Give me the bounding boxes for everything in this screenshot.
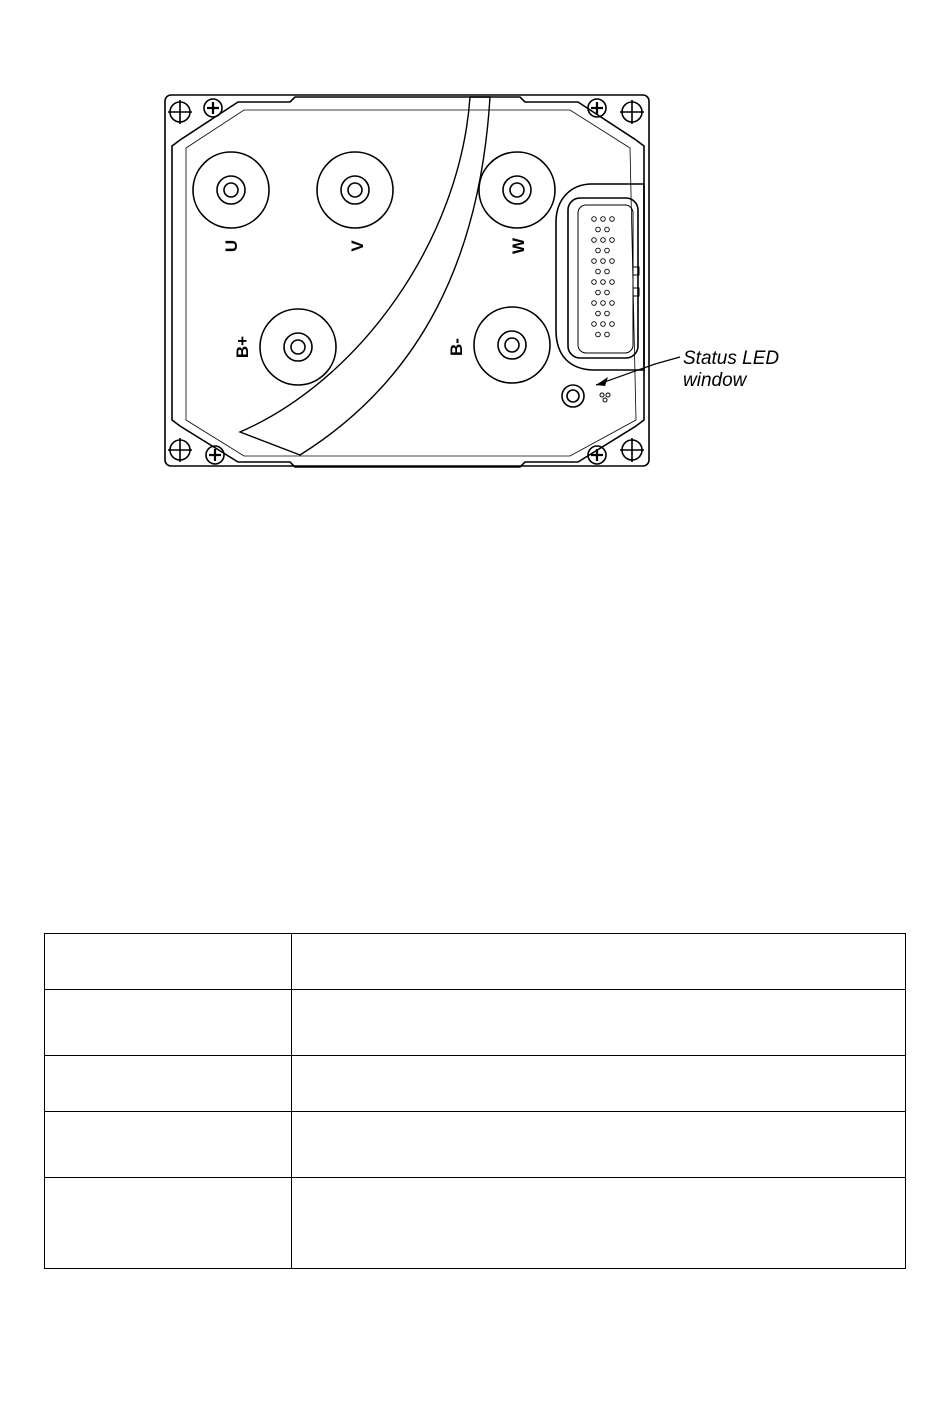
connector-pin [605, 248, 610, 253]
table-cell [292, 1056, 906, 1112]
connector-pin [605, 290, 610, 295]
connector-pin [610, 301, 615, 306]
connector-pin [605, 311, 610, 316]
connector-pin [601, 238, 606, 243]
spec-table-container [44, 933, 906, 1269]
mounting-hole-br [620, 438, 644, 462]
table-cell [45, 1112, 292, 1178]
callout-leader [596, 357, 680, 385]
connector-pin [592, 280, 597, 285]
terminal-b-plus [260, 309, 336, 385]
status-led-window [562, 385, 584, 407]
table-cell [45, 1056, 292, 1112]
table-row [45, 1112, 906, 1178]
screw-tl [204, 99, 222, 117]
connector-pin [610, 217, 615, 222]
connector-pin [605, 227, 610, 232]
terminal-b-minus [474, 307, 550, 383]
connector-pin [596, 248, 601, 253]
terminal-w [479, 152, 555, 228]
table-cell [292, 990, 906, 1056]
connector-pin [592, 259, 597, 264]
connector-pins [592, 217, 615, 337]
connector-housing [556, 184, 644, 370]
label-b-plus: B+ [233, 335, 252, 359]
table-cell [45, 1178, 292, 1269]
connector-pin [610, 259, 615, 264]
table-row [45, 1056, 906, 1112]
table-cell [292, 934, 906, 990]
connector-pin [596, 311, 601, 316]
terminal-v [317, 152, 393, 228]
spec-table [44, 933, 906, 1269]
connector-pin [592, 322, 597, 327]
screw-bl [206, 446, 224, 464]
connector-pin [601, 301, 606, 306]
label-v: V [348, 240, 367, 252]
connector-pin [605, 332, 610, 337]
connector-pin [601, 217, 606, 222]
table-cell [45, 990, 292, 1056]
curved-band [240, 97, 490, 455]
table-row [45, 1178, 906, 1269]
controller-diagram [0, 0, 950, 520]
connector-pin [596, 332, 601, 337]
table-cell [292, 1112, 906, 1178]
connector-pin [610, 280, 615, 285]
connector-pin [601, 322, 606, 327]
connector-pin [605, 269, 610, 274]
terminal-u [193, 152, 269, 228]
callout-line2: window [683, 370, 747, 391]
label-w: W [509, 237, 528, 255]
table-cell [45, 934, 292, 990]
connector-pin [596, 269, 601, 274]
table-cell [292, 1178, 906, 1269]
mounting-hole-tl [168, 100, 192, 124]
label-b-minus: B- [447, 338, 466, 356]
connector-pin [596, 227, 601, 232]
connector-pin [610, 238, 615, 243]
callout-line1: Status LED [683, 348, 780, 369]
mounting-hole-bl [168, 438, 192, 462]
connector-pin [601, 259, 606, 264]
connector-pin [610, 322, 615, 327]
connector-pin [592, 301, 597, 306]
connector-pin [592, 217, 597, 222]
table-row [45, 990, 906, 1056]
table-row [45, 934, 906, 990]
mounting-hole-tr [620, 100, 644, 124]
housing-outline [165, 95, 649, 466]
label-u: U [222, 239, 241, 253]
connector-pin [592, 238, 597, 243]
connector-pin [596, 290, 601, 295]
connector-pin [601, 280, 606, 285]
